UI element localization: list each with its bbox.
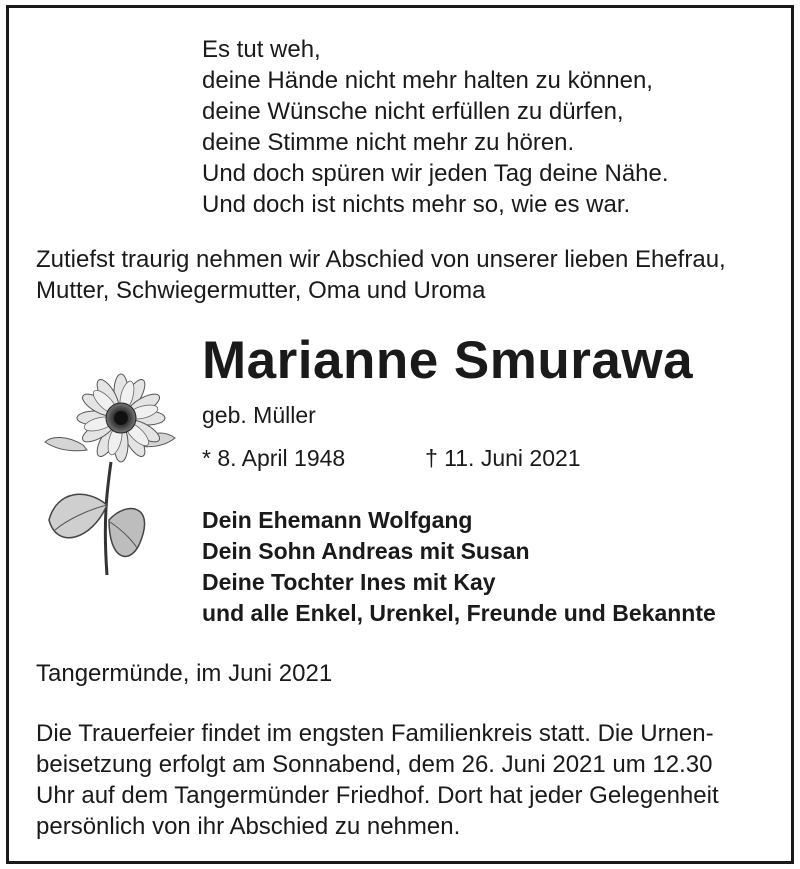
- death-date: † 11. Juni 2021: [425, 445, 581, 471]
- family-member: Dein Ehemann Wolfgang: [202, 507, 473, 533]
- intro-line: Mutter, Schwiegermutter, Oma und Uroma: [36, 277, 486, 304]
- poem-line: deine Stimme nicht mehr zu hören.: [202, 129, 575, 156]
- funeral-line: persönlich von ihr Abschied zu nehmen.: [36, 813, 461, 840]
- intro-line: Zutiefst traurig nehmen wir Abschied von unserer lieben Ehefrau,: [36, 246, 726, 273]
- place-date: Tangermünde, im Juni 2021: [36, 660, 333, 687]
- poem-line: deine Wünsche nicht erfüllen zu dürfen,: [202, 98, 624, 125]
- intro-text: [36, 244, 776, 306]
- poem-line: deine Hände nicht mehr halten zu können,: [202, 67, 653, 94]
- funeral-line: Uhr auf dem Tangermünder Friedhof. Dort hat jeder Gelegenheit: [36, 782, 719, 809]
- deceased-name: Marianne Smurawa: [202, 331, 694, 390]
- poem-line: Und doch ist nichts mehr so, wie es war.: [202, 191, 631, 218]
- poem: [202, 34, 669, 220]
- poem-line: Es tut weh,: [202, 36, 321, 63]
- family-member: Dein Sohn Andreas mit Susan: [202, 538, 530, 564]
- birth-date: * 8. April 1948: [202, 445, 346, 471]
- sunflower-icon: [37, 370, 177, 580]
- family-list: [202, 505, 716, 629]
- obituary-notice: [6, 5, 794, 864]
- birth-name: geb. Müller: [202, 402, 316, 428]
- family-member: und alle Enkel, Urenkel, Freunde und Bekannte: [202, 600, 716, 626]
- poem-line: Und doch spüren wir jeden Tag deine Nähe.: [202, 160, 669, 187]
- funeral-info: [36, 718, 719, 842]
- funeral-line: Die Trauerfeier findet im engsten Familienkreis statt. Die Urnen-: [36, 720, 714, 747]
- family-member: Deine Tochter Ines mit Kay: [202, 569, 496, 595]
- funeral-line: beisetzung erfolgt am Sonnabend, dem 26. Juni 2021 um 12.30: [36, 751, 713, 778]
